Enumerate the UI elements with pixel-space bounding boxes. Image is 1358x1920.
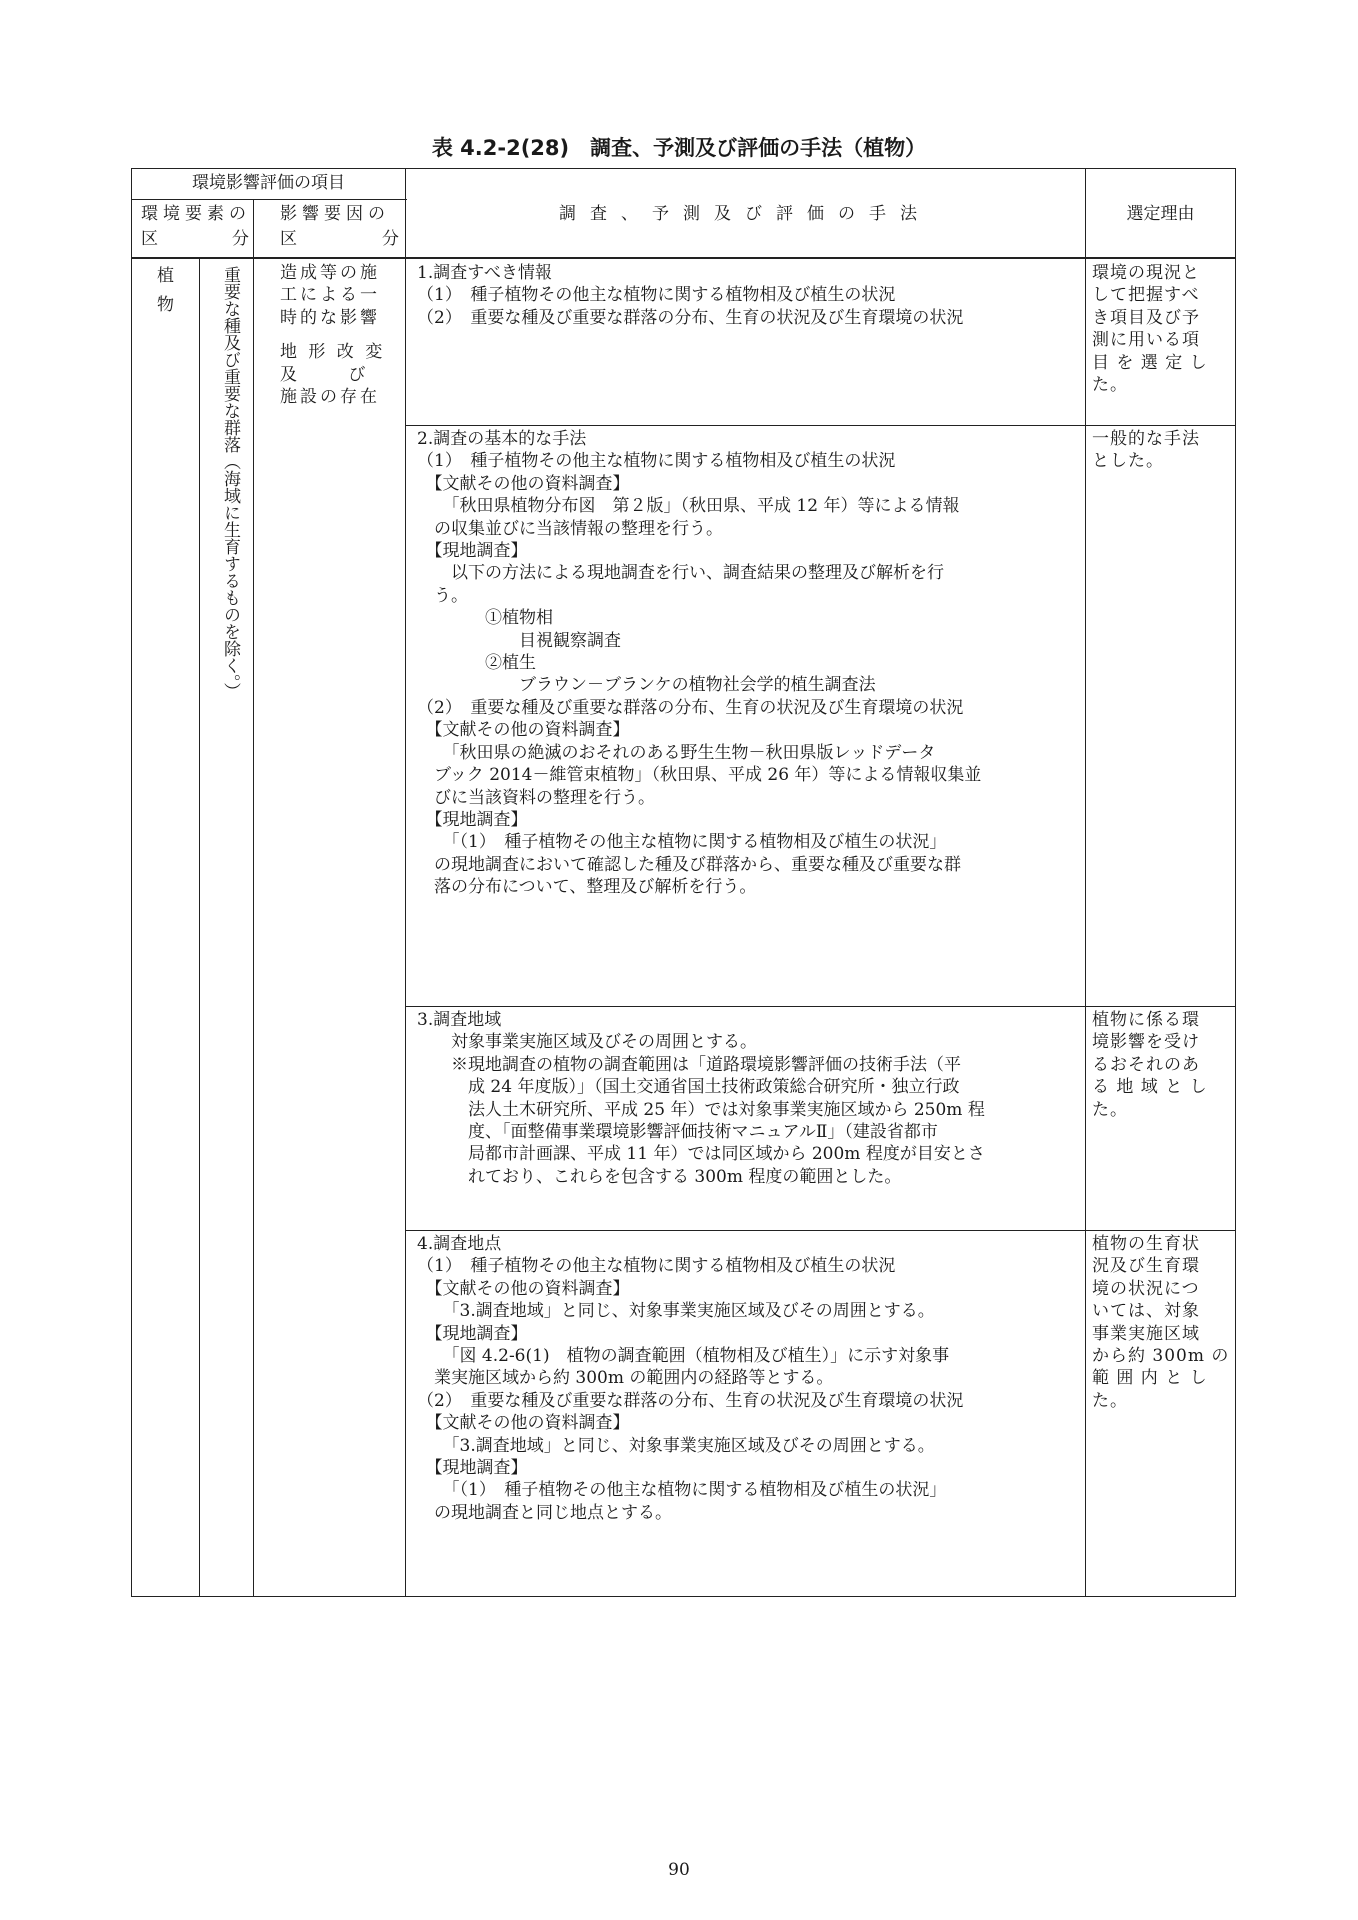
method-line: 「秋田県植物分布図 第２版」（秋田県、平成 12 年）等による情報 [417, 496, 960, 517]
method-line: ブック 2014－維管束植物」（秋田県、平成 26 年）等による情報収集並 [417, 765, 982, 786]
reason-line: 境影響を受け [1092, 1032, 1200, 1053]
header-element-2a: 区 [141, 229, 158, 249]
sub-element-label: 重要な種及び重要な群落（海域に生育するものを除く。） [220, 266, 240, 700]
rule-header-bottom [132, 257, 1235, 259]
method-line: の現地調査において確認した種及び群落から、重要な種及び重要な群 [417, 854, 961, 875]
reason-line: き項目及び予 [1092, 307, 1200, 328]
method-line: 【文献その他の資料調査】 [417, 1278, 630, 1299]
rule-header-group [132, 199, 407, 200]
reason-line: 事業実施区域 [1092, 1323, 1200, 1344]
factor-line: 工による一 [280, 285, 380, 306]
header-group: 環境影響評価の項目 [192, 173, 345, 193]
method-line: 法人土木研究所、平成 25 年）では対象事業実施区域から 250m 程 [417, 1099, 985, 1120]
method-line: （1） 種子植物その他主な植物に関する植物相及び植生の状況 [417, 451, 896, 472]
rule-col-reason [1085, 169, 1086, 1596]
reason-line: た。 [1092, 1099, 1128, 1120]
reason-section-2 [1092, 428, 1232, 473]
method-line: 「（1） 種子植物その他主な植物に関する植物相及び植生の状況」 [417, 1480, 947, 1501]
method-line: 【現地調査】 [417, 541, 528, 562]
method-line: 「3.調査地域」と同じ、対象事業実施区域及びその周囲とする。 [417, 1301, 935, 1322]
method-section-2 [417, 428, 1082, 899]
method-line: 局都市計画課、平成 11 年）では同区域から 200m 程度が目安とさ [417, 1144, 985, 1165]
reason-section-4 [1092, 1233, 1232, 1412]
factor-line: 及 び [280, 364, 369, 385]
header-factor-1: 影響要因の [280, 204, 390, 224]
reason-line: るおそれのあ [1092, 1054, 1200, 1075]
factor-line [280, 329, 385, 341]
reason-line: して把握すべ [1092, 285, 1200, 306]
method-line: 3.調査地域 [417, 1010, 502, 1030]
method-line: 【文献その他の資料調査】 [417, 720, 630, 741]
method-line: （1） 種子植物その他主な植物に関する植物相及び植生の状況 [417, 1256, 896, 1277]
rule-col-element [199, 257, 200, 1596]
method-section-4 [417, 1233, 1082, 1524]
reason-line: た。 [1092, 1390, 1128, 1411]
method-line: 以下の方法による現地調査を行い、調査結果の整理及び解析を行 [417, 563, 944, 584]
method-line: 【文献その他の資料調査】 [417, 473, 630, 494]
method-line: 「3.調査地域」と同じ、対象事業実施区域及びその周囲とする。 [417, 1435, 935, 1456]
method-line: 【現地調査】 [417, 1323, 528, 1344]
reason-line: 環境の現況と [1092, 263, 1200, 283]
method-line: 「図 4.2-6(1) 植物の調査範囲（植物相及び植生）」に示す対象事 [417, 1346, 950, 1367]
reason-line: 境の状況につ [1092, 1278, 1200, 1299]
method-line: 【文献その他の資料調査】 [417, 1413, 630, 1434]
method-line: （2） 重要な種及び重要な群落の分布、生育の状況及び生育環境の状況 [417, 1390, 964, 1411]
rule-section-3 [405, 1230, 1235, 1231]
rule-col-method [405, 169, 406, 1596]
rule-col-factor [253, 257, 254, 1596]
rule-section-1 [405, 425, 1235, 426]
header-factor-2b: 分 [382, 229, 399, 249]
method-section-1 [417, 262, 1082, 329]
table-title: 表 4.2-2(28) 調査、予測及び評価の手法（植物） [431, 136, 927, 160]
method-line: （1） 種子植物その他主な植物に関する植物相及び植生の状況 [417, 285, 896, 306]
method-line: 【現地調査】 [417, 1458, 528, 1479]
method-line: ②植生 [417, 653, 536, 674]
method-line: 「（1） 種子植物その他主な植物に関する植物相及び植生の状況」 [417, 832, 947, 853]
header-method: 調査、予測及び評価の手法 [559, 204, 931, 224]
rule-section-2 [405, 1006, 1235, 1007]
method-line: ①植物相 [417, 608, 553, 629]
header-reason: 選定理由 [1126, 204, 1195, 224]
method-line: 成 24 年度版）」（国土交通省国土技術政策総合研究所・独立行政 [417, 1077, 960, 1098]
method-line: の現地調査と同じ地点とする。 [417, 1502, 672, 1523]
reason-line: る 地 域 と し [1092, 1077, 1208, 1098]
method-line: （2） 重要な種及び重要な群落の分布、生育の状況及び生育環境の状況 [417, 307, 964, 328]
reason-line: た。 [1092, 375, 1128, 396]
method-line: の収集並びに当該情報の整理を行う。 [417, 518, 723, 539]
reason-line: から約 300m の [1092, 1346, 1230, 1367]
method-line: 業実施区域から約 300m の範囲内の経路等とする。 [417, 1368, 834, 1389]
page-number: 90 [668, 1860, 690, 1880]
header-element-2b: 分 [232, 229, 249, 249]
reason-line: 測に用いる項 [1092, 330, 1200, 351]
factor-label [280, 262, 385, 408]
method-line: う。 [417, 585, 468, 606]
header-factor-2a: 区 [280, 229, 297, 249]
reason-line: 況及び生育環 [1092, 1256, 1200, 1277]
method-line: 度、「面整備事業環境影響評価技術マニュアルⅡ」（建設省都市 [417, 1122, 938, 1143]
reason-line: 範 囲 内 と し [1092, 1368, 1208, 1389]
method-line: （2） 重要な種及び重要な群落の分布、生育の状況及び生育環境の状況 [417, 697, 964, 718]
reason-line: とした。 [1092, 451, 1164, 472]
reason-section-3 [1092, 1009, 1232, 1121]
reason-line: 植物の生育状 [1092, 1234, 1200, 1254]
header-element-1: 環境要素の [141, 204, 251, 224]
rule-col-element-head [253, 199, 254, 257]
method-line: 目視観察調査 [417, 630, 621, 651]
method-line: 【現地調査】 [417, 809, 528, 830]
method-line: ブラウン－ブランケの植物社会学的植生調査法 [417, 675, 876, 696]
reason-line: 一般的な手法 [1092, 429, 1200, 449]
method-line: 「秋田県の絶滅のおそれのある野生生物－秋田県版レッドデータ [417, 742, 936, 763]
factor-line: 造成等の施 [280, 263, 380, 283]
element-label: 植物 [153, 266, 173, 324]
method-line: れており、これらを包含する 300m 程度の範囲とした。 [417, 1166, 902, 1187]
factor-line: 時的な影響 [280, 307, 380, 328]
reason-line: 目 を 選 定 し [1092, 352, 1208, 373]
method-section-3 [417, 1009, 1082, 1188]
method-line: 1.調査すべき情報 [417, 263, 552, 283]
reason-line: いては、対象 [1092, 1301, 1200, 1322]
method-line: 2.調査の基本的な手法 [417, 429, 587, 449]
factor-line: 地 形 改 変 [280, 342, 386, 363]
method-line: 対象事業実施区域及びその周囲とする。 [417, 1032, 757, 1053]
reason-line: 植物に係る環 [1092, 1010, 1200, 1030]
method-line: ※現地調査の植物の調査範囲は「道路環境影響評価の技術手法（平 [417, 1054, 961, 1075]
method-line: 4.調査地点 [417, 1234, 502, 1254]
method-line: びに当該資料の整理を行う。 [417, 787, 655, 808]
reason-section-1 [1092, 262, 1232, 396]
factor-line: 施設の存在 [280, 387, 380, 408]
method-line: 落の分布について、整理及び解析を行う。 [417, 877, 757, 898]
